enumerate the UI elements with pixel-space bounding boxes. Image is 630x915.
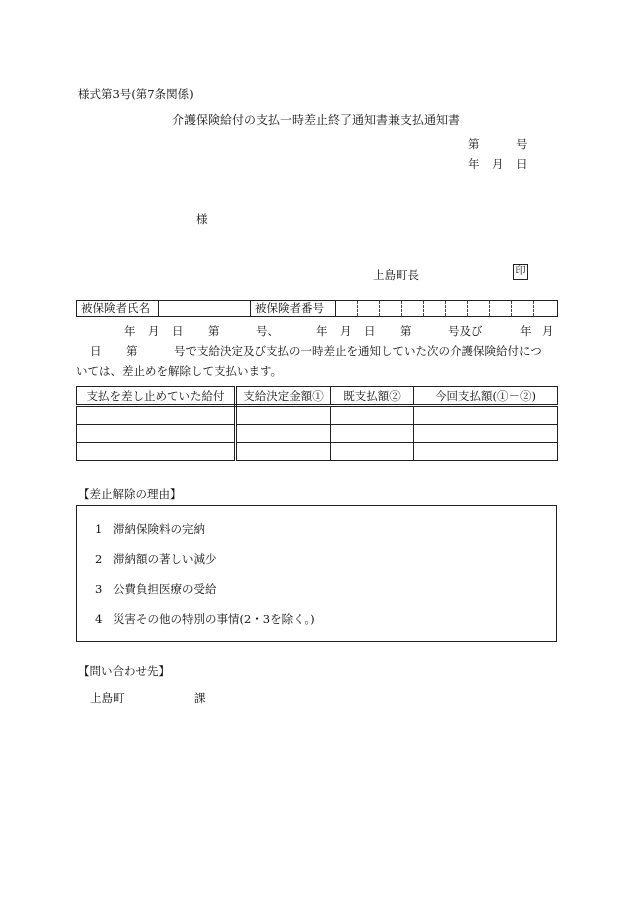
issue-date-month: 月 bbox=[492, 157, 504, 171]
benefit-cell[interactable] bbox=[414, 406, 558, 425]
benefit-cell[interactable] bbox=[414, 425, 558, 443]
insured-number-digit[interactable] bbox=[336, 301, 358, 317]
insured-name-field[interactable] bbox=[159, 301, 251, 317]
doc-number-suffix: 号 bbox=[516, 137, 528, 151]
paragraph-token: 第 bbox=[208, 324, 220, 338]
reason-item[interactable] bbox=[95, 581, 217, 597]
reason-item[interactable] bbox=[95, 551, 217, 567]
benefit-cell[interactable] bbox=[77, 425, 236, 443]
insured-number-digit[interactable] bbox=[534, 301, 558, 317]
issue-date-day: 日 bbox=[516, 157, 528, 171]
paragraph-line-1 bbox=[76, 321, 558, 341]
reason-text: 滞納額の著しい減少 bbox=[113, 552, 217, 566]
paragraph-token: 年 bbox=[316, 324, 328, 338]
paragraph-token: 号及び bbox=[448, 324, 483, 338]
seal-mark: 印 bbox=[513, 264, 528, 280]
insured-number-digit[interactable] bbox=[490, 301, 512, 317]
table-row bbox=[77, 425, 558, 443]
insured-name-label: 被保険者氏名 bbox=[77, 301, 159, 317]
insured-number-digit[interactable] bbox=[512, 301, 534, 317]
reason-item[interactable] bbox=[95, 521, 205, 537]
paragraph-token: 月 bbox=[542, 324, 554, 338]
issue-date-year: 年 bbox=[468, 157, 480, 171]
contact-town: 上島町 bbox=[90, 691, 125, 705]
reasons-box bbox=[76, 505, 557, 642]
reason-item[interactable] bbox=[95, 611, 315, 627]
contact-section-suffix: 課 bbox=[194, 691, 206, 705]
insured-number-label: 被保険者番号 bbox=[251, 301, 336, 317]
reason-text: 災害その他の特別の事情(2・3を除く。) bbox=[113, 612, 315, 626]
benefit-cell[interactable] bbox=[236, 406, 331, 425]
sender-name: 上島町長 bbox=[373, 268, 419, 282]
paragraph-token: 日 bbox=[364, 324, 376, 338]
reason-number: 4 bbox=[95, 612, 103, 626]
benefit-col-header: 今回支払額(①－②) bbox=[414, 387, 558, 406]
insured-number-digit[interactable] bbox=[358, 301, 380, 317]
benefit-cell[interactable] bbox=[236, 443, 331, 461]
notice-paragraph bbox=[76, 321, 558, 381]
paragraph-token: 日 bbox=[172, 324, 184, 338]
contact-heading: 【問い合わせ先】 bbox=[78, 664, 170, 678]
table-row bbox=[77, 406, 558, 425]
benefit-cell[interactable] bbox=[414, 443, 558, 461]
paragraph-token: 第 bbox=[400, 324, 412, 338]
document-title: 介護保険給付の支払一時差止終了通知書兼支払通知書 bbox=[172, 113, 461, 127]
paragraph-line-3 bbox=[76, 361, 558, 381]
insured-number-digit[interactable] bbox=[402, 301, 424, 317]
benefit-cell[interactable] bbox=[331, 425, 414, 443]
insured-number-digit[interactable] bbox=[424, 301, 446, 317]
benefit-col-header: 支払を差し止めていた給付 bbox=[77, 387, 236, 406]
form-id: 様式第3号(第7条関係) bbox=[78, 87, 194, 101]
reason-number: 3 bbox=[95, 582, 103, 596]
insured-number-digit[interactable] bbox=[380, 301, 402, 317]
paragraph-token: 号で支給決定及び支払の一時差止を通知していた次の介護保険給付につ bbox=[174, 344, 542, 358]
insured-number-digit[interactable] bbox=[446, 301, 468, 317]
paragraph-token: 年 bbox=[124, 324, 136, 338]
paragraph-token: 第 bbox=[126, 344, 138, 358]
reason-text: 公費負担医療の受給 bbox=[113, 582, 217, 596]
reason-number: 2 bbox=[95, 552, 103, 566]
benefit-table bbox=[76, 386, 558, 461]
paragraph-token: いては、差止めを解除して支払います。 bbox=[76, 364, 283, 378]
paragraph-token: 号、 bbox=[256, 324, 279, 338]
addressee-suffix: 様 bbox=[196, 212, 208, 226]
reasons-heading: 【差止解除の理由】 bbox=[78, 487, 182, 501]
doc-number-label: 第 bbox=[468, 137, 480, 151]
benefit-cell[interactable] bbox=[331, 443, 414, 461]
benefit-cell[interactable] bbox=[77, 406, 236, 425]
insured-info-table bbox=[76, 300, 558, 317]
reason-number: 1 bbox=[95, 522, 103, 536]
benefit-col-header: 既支払額② bbox=[331, 387, 414, 406]
reason-text: 滞納保険料の完納 bbox=[113, 522, 205, 536]
paragraph-token: 年 bbox=[520, 324, 532, 338]
paragraph-token: 月 bbox=[148, 324, 160, 338]
paragraph-token: 日 bbox=[90, 344, 102, 358]
benefit-cell[interactable] bbox=[331, 406, 414, 425]
paragraph-token: 月 bbox=[340, 324, 352, 338]
insured-number-digit[interactable] bbox=[468, 301, 490, 317]
benefit-cell[interactable] bbox=[236, 425, 331, 443]
benefit-col-header: 支給決定金額① bbox=[236, 387, 331, 406]
table-row bbox=[77, 443, 558, 461]
benefit-cell[interactable] bbox=[77, 443, 236, 461]
paragraph-line-2 bbox=[76, 341, 558, 361]
